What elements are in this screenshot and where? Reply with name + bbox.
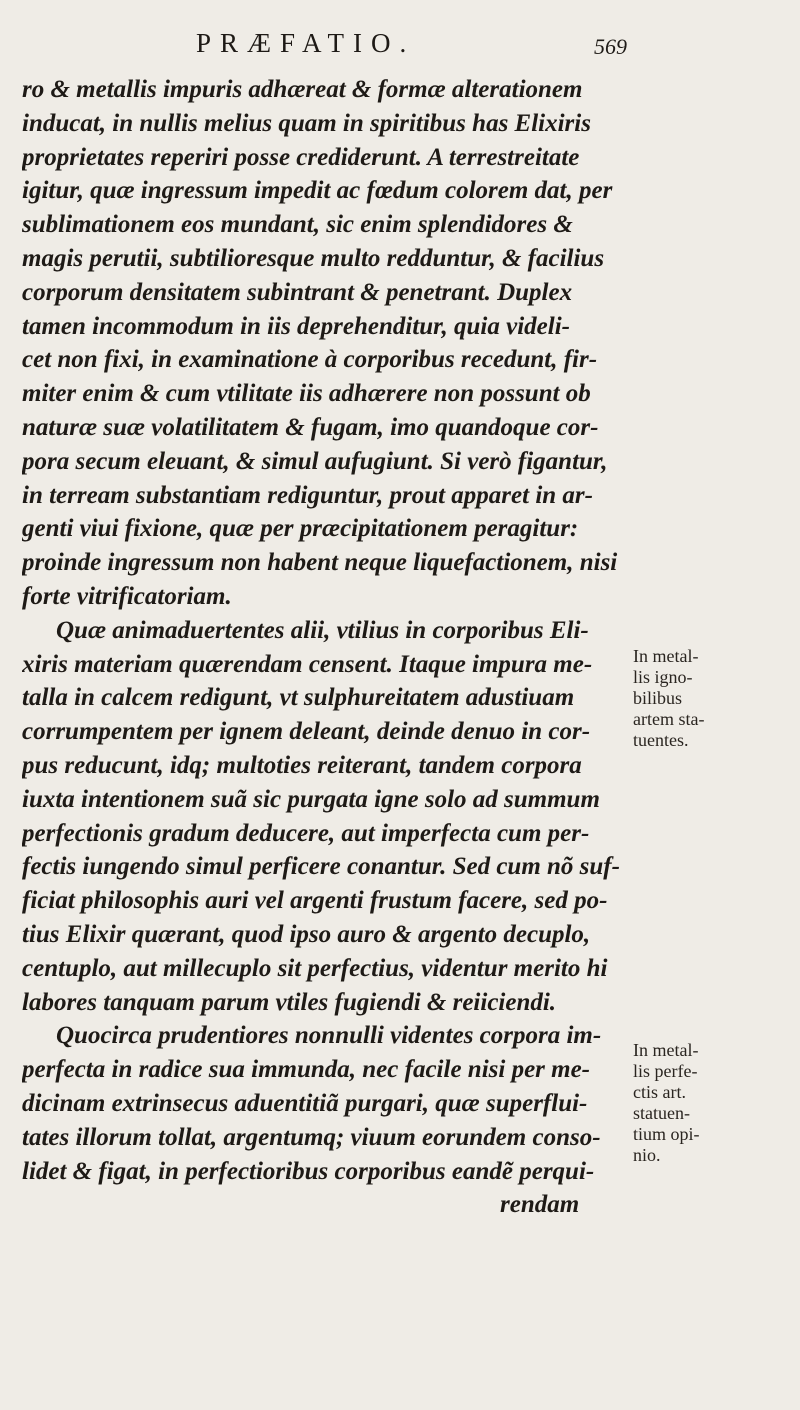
text-line: pus reducunt, idq; multoties reiterant, tandem corpora [22, 751, 582, 779]
text-line: fectis iungendo simul perficere conantur. Sed cum nõ suf- [22, 853, 620, 881]
text-line: lidet & figat, in perfectioribus corporibus eandẽ perqui- [22, 1157, 595, 1185]
running-title: PRÆFATIO. [196, 28, 416, 58]
paragraph-first-line: Quæ animaduertentes alii, vtilius in corporibus Eli- [56, 616, 589, 644]
text-line: magis perutii, subtilioresque multo redduntur, & facilius [22, 244, 605, 272]
margin-note-line: statuen- [633, 1103, 690, 1123]
text-line: tius Elixir quærant, quod ipso auro & argento decuplo, [22, 920, 591, 948]
text-line: tates illorum tollat, argentumq; viuum eorundem conso- [22, 1123, 601, 1151]
text-line: centuplo, aut millecuplo sit perfectius, videntur merito hi [22, 954, 608, 982]
margin-note-line: tuentes. [633, 730, 689, 750]
text-line: igitur, quæ ingressum impedit ac fœdum colorem dat, per [22, 177, 613, 205]
text-line: perfecta in radice sua immunda, nec facile nisi per me- [22, 1056, 591, 1084]
paragraph-first-line: Quocirca prudentiores nonnulli videntes corpora im- [56, 1022, 602, 1050]
text-line: tamen incommodum in iis deprehenditur, quia videli- [22, 312, 570, 340]
text-line: sublimationem eos mundant, sic enim splendidores & [22, 211, 573, 239]
text-line: labores tanquam parum vtiles fugiendi & reiiciendi. [22, 988, 557, 1016]
margin-note [633, 1040, 783, 1166]
margin-note-line: ctis art. [633, 1082, 686, 1102]
text-line: ro & metallis impuris adhæreat & formæ alterationem [22, 76, 583, 103]
margin-note [633, 646, 783, 751]
margin-note-line: nio. [633, 1145, 661, 1165]
margin-note-line: bilibus [633, 688, 683, 708]
text-line: miter enim & cum vtilitate iis adhærere non possunt ob [22, 380, 591, 408]
margin-note-line: lis igno- [633, 667, 693, 687]
text-line: corrumpentem per ignem deleant, deinde denuo in cor- [22, 718, 591, 746]
body-text [22, 73, 630, 1222]
text-line: in terream substantiam rediguntur, prout apparet in ar- [22, 481, 593, 509]
text-line: xiris materiam quærendam censent. Itaque impura me- [22, 650, 593, 678]
running-head [0, 28, 800, 68]
page-number: 569 [594, 34, 627, 59]
text-line: forte vitrificatoriam. [22, 582, 232, 610]
margin-note-line: lis perfe- [633, 1061, 698, 1081]
text-line: perfectionis gradum deducere, aut imperfecta cum per- [22, 819, 590, 847]
text-line: pora secum eleuant, & simul aufugiunt. Si verò figantur, [22, 447, 608, 475]
text-line: proprietates reperiri posse crediderunt. A terrestreitate [22, 143, 580, 171]
text-line: proinde ingressum non habent neque liquefactionem, nisi [22, 549, 618, 577]
margin-note-line: In metal- [633, 646, 699, 666]
margin-note-line: artem sta- [633, 709, 705, 729]
text-line: talla in calcem redigunt, vt sulphureitatem adustiuam [22, 684, 575, 712]
text-line: naturæ suæ volatilitatem & fugam, imo quandoque cor- [22, 413, 599, 441]
text-line: iuxta intentionem suã sic purgata igne solo ad summum [22, 785, 600, 813]
text-line: cet non fixi, in examinatione à corporibus recedunt, fir- [22, 346, 598, 374]
text-line: genti viui fixione, quæ per præcipitationem peragitur: [22, 515, 579, 543]
text-line: inducat, in nullis melius quam in spiritibus has Elixiris [22, 109, 591, 137]
margin-note-line: In metal- [633, 1040, 699, 1060]
catchword: rendam [500, 1191, 580, 1219]
text-line: ficiat philosophis auri vel argenti frustum facere, sed po- [22, 887, 608, 915]
text-line: dicinam extrinsecus aduentitiã purgari, quæ superflui- [22, 1089, 588, 1117]
margin-note-line: tium opi- [633, 1124, 700, 1144]
text-line: corporum densitatem subintrant & penetrant. Duplex [22, 278, 573, 306]
